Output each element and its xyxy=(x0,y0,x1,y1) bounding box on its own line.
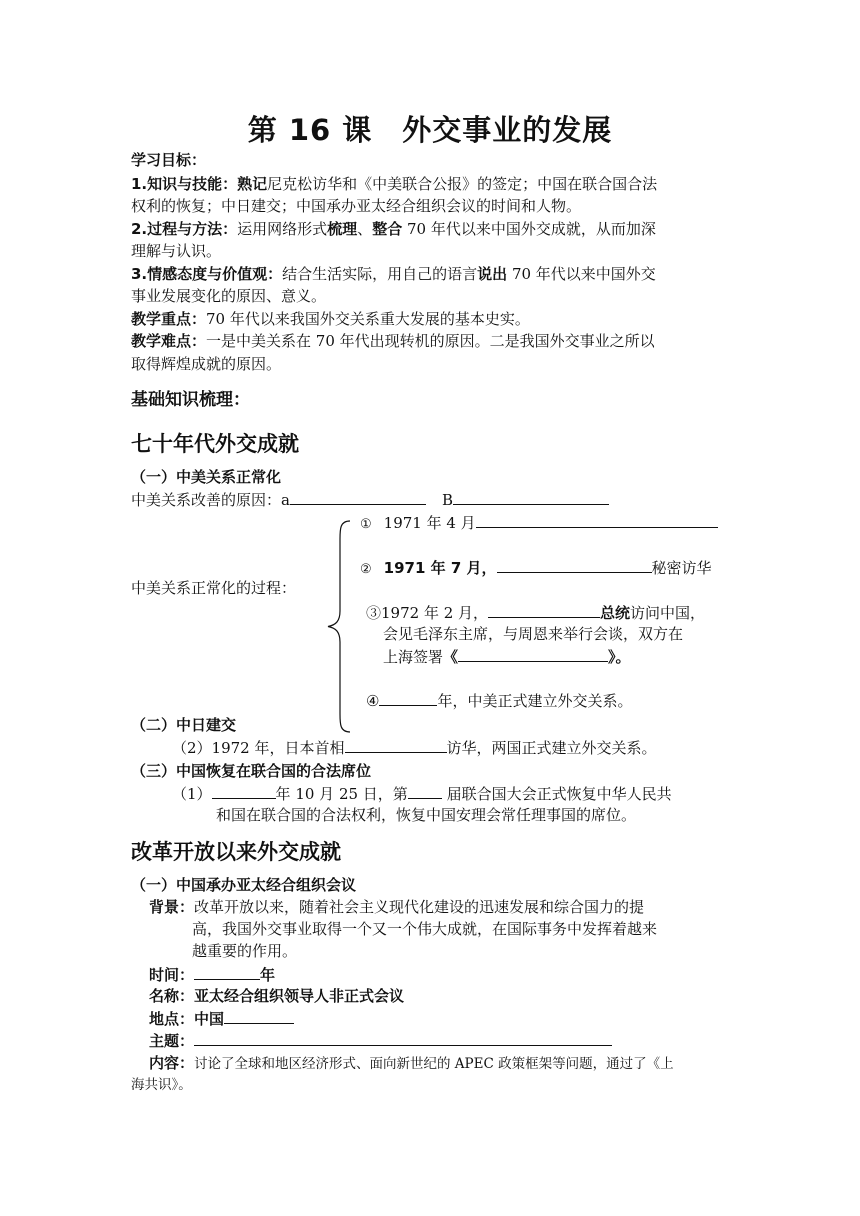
un-text-b: 年 10 月 25 日，第 xyxy=(275,785,408,803)
objective-2-text-d: 70 年代以来中国外交成就，从而加深 xyxy=(402,220,656,238)
step-3-open-quote: 《 xyxy=(443,648,459,666)
content-label: 内容： xyxy=(149,1054,195,1072)
objective-3-keyword: 说出 xyxy=(477,265,508,283)
objective-1-label: 1.知识与技能： xyxy=(131,175,238,193)
step-4-number: ④ xyxy=(366,692,380,710)
step-1-number: ① xyxy=(360,517,372,532)
section-2-heading: 改革开放以来外交成就 xyxy=(131,840,341,864)
background-text-1: 改革开放以来，随着社会主义现代化建设的迅速发展和综合国力的提 xyxy=(194,898,645,916)
background-label: 背景： xyxy=(149,898,195,916)
background-line-1 xyxy=(149,897,644,918)
reason-b-label: B xyxy=(441,491,453,509)
objective-2-line-2: 理解与认识。 xyxy=(131,242,222,260)
step-2-number: ② xyxy=(360,562,372,577)
teaching-focus-label: 教学重点： xyxy=(131,310,207,328)
japan-pm-blank[interactable] xyxy=(345,737,447,753)
teaching-difficulty-label: 教学难点： xyxy=(131,332,207,350)
step-3-keyword: 总统 xyxy=(600,604,631,622)
communique-blank[interactable] xyxy=(458,646,608,662)
process-step-4 xyxy=(366,690,632,712)
section-1-sub-1: （一）中美关系正常化 xyxy=(131,468,282,486)
objective-1-keyword: 熟记 xyxy=(237,175,268,193)
section-2-sub-1: （一）中国承办亚太经合组织会议 xyxy=(131,876,357,894)
apec-name xyxy=(149,986,404,1007)
apec-time xyxy=(149,964,275,986)
un-text-a: （1） xyxy=(172,785,212,803)
teaching-difficulty-text: 一是中美关系在 70 年代出现转机的原因。二是我国外交事业之所以 xyxy=(206,332,655,350)
reason-a-blank[interactable] xyxy=(290,489,426,505)
section-1-heading: 七十年代外交成就 xyxy=(131,432,299,456)
objectives-heading: 学习目标： xyxy=(131,151,207,169)
step-3-line-3-text: 上海签署 xyxy=(383,648,444,666)
objective-3-label: 3.情感态度与价值观： xyxy=(131,265,283,283)
content-text-1: 讨论了全球和地区经济形式、面向新世纪的 APEC 政策框架等问题，通过了《上 xyxy=(194,1056,674,1072)
apec-place xyxy=(149,1008,294,1030)
apec-content-line-1 xyxy=(149,1053,674,1074)
objective-2-keyword-1: 梳理 xyxy=(327,220,358,238)
apec-content-line-2: 海共识》。 xyxy=(131,1077,192,1093)
objective-1-line-1 xyxy=(131,174,657,195)
objective-2-keyword-2: 整合 xyxy=(372,220,403,238)
objective-3-line-2: 事业发展变化的原因、意义。 xyxy=(131,287,327,305)
section-1-sub-3: （三）中国恢复在联合国的合法席位 xyxy=(131,762,372,780)
apec-theme xyxy=(149,1030,612,1052)
page-title: 第 16 课 外交事业的发展 xyxy=(247,113,613,147)
place-blank[interactable] xyxy=(224,1008,294,1024)
step-3-blank[interactable] xyxy=(488,602,600,618)
process-brace xyxy=(326,519,356,734)
objective-2-sep: 、 xyxy=(357,220,373,238)
relations-reason-label: 中美关系改善的原因：a xyxy=(131,491,290,509)
relations-reason xyxy=(131,489,609,511)
theme-blank[interactable] xyxy=(194,1030,612,1046)
step-3-head: ③1972 年 2 月， xyxy=(366,604,489,622)
objective-2-line-1 xyxy=(131,219,656,240)
step-4-blank[interactable] xyxy=(379,690,437,706)
time-blank[interactable] xyxy=(194,964,260,980)
step-2-tail: 秘密访华 xyxy=(651,559,712,577)
step-1-text: 1971 年 4 月 xyxy=(383,514,476,532)
objective-2-text-a: 运用网络形式 xyxy=(237,220,328,238)
place-text: 中国 xyxy=(194,1010,225,1028)
step-3-close-quote: 》。 xyxy=(608,648,631,666)
objective-3-text-a: 结合生活实际，用自己的语言 xyxy=(282,265,478,283)
process-step-3-line-2: 会见毛泽东主席，与周恩来举行会谈，双方在 xyxy=(383,625,684,643)
theme-label: 主题： xyxy=(149,1032,195,1050)
teaching-difficulty-line-2: 取得辉煌成就的原因。 xyxy=(131,355,282,373)
un-text-c: 届联合国大会正式恢复中华人民共 xyxy=(441,785,672,803)
step-1-blank[interactable] xyxy=(476,512,718,528)
time-label: 时间： xyxy=(149,966,195,984)
un-seat-line-2: 和国在联合国的合法权利，恢复中国安理会常任理事国的席位。 xyxy=(216,806,637,824)
step-2-blank[interactable] xyxy=(497,557,652,573)
objective-1-text: 尼克松访华和《中美联合公报》的签定；中国在联合国合法 xyxy=(267,175,658,193)
japan-text-a: （2）1972 年，日本首相 xyxy=(172,739,345,757)
process-step-3-line-1 xyxy=(366,602,705,624)
basic-knowledge-heading: 基础知识梳理： xyxy=(131,390,250,410)
process-label: 中美关系正常化的过程： xyxy=(131,579,297,597)
place-label: 地点： xyxy=(149,1010,195,1028)
japan-relations xyxy=(172,737,657,759)
step-4-tail: 年，中美正式建立外交关系。 xyxy=(437,692,633,710)
objective-1-line-2: 权利的恢复；中日建交；中国承办亚太经合组织会议的时间和人物。 xyxy=(131,197,582,215)
reason-b-blank[interactable] xyxy=(453,489,609,505)
process-step-3-line-3 xyxy=(383,646,631,668)
background-line-3: 越重要的作用。 xyxy=(192,942,298,960)
name-text: 亚太经合组织领导人非正式会议 xyxy=(194,987,405,1005)
teaching-focus xyxy=(131,309,530,330)
japan-text-b: 访华，两国正式建立外交关系。 xyxy=(446,739,657,757)
teaching-difficulty-line-1 xyxy=(131,331,655,352)
background-line-2: 高，我国外交事业取得一个又一个伟大成就，在国际事务中发挥着越来 xyxy=(192,920,658,938)
objective-2-label: 2.过程与方法： xyxy=(131,220,238,238)
time-tail: 年 xyxy=(260,966,276,984)
process-step-1 xyxy=(360,512,718,535)
un-seat-line-1 xyxy=(172,783,672,805)
process-step-2 xyxy=(360,557,712,580)
name-label: 名称： xyxy=(149,987,195,1005)
section-1-sub-2: （二）中日建交 xyxy=(131,716,237,734)
step-2-text: 1971 年 7 月， xyxy=(383,559,497,577)
un-session-blank[interactable] xyxy=(408,783,442,799)
step-3-tail: 访问中国， xyxy=(630,604,706,622)
objective-3-line-1 xyxy=(131,264,656,285)
un-year-blank[interactable] xyxy=(212,783,276,799)
teaching-focus-text: 70 年代以来我国外交关系重大发展的基本史实。 xyxy=(206,310,530,328)
objective-3-text-c: 70 年代以来中国外交 xyxy=(507,265,656,283)
